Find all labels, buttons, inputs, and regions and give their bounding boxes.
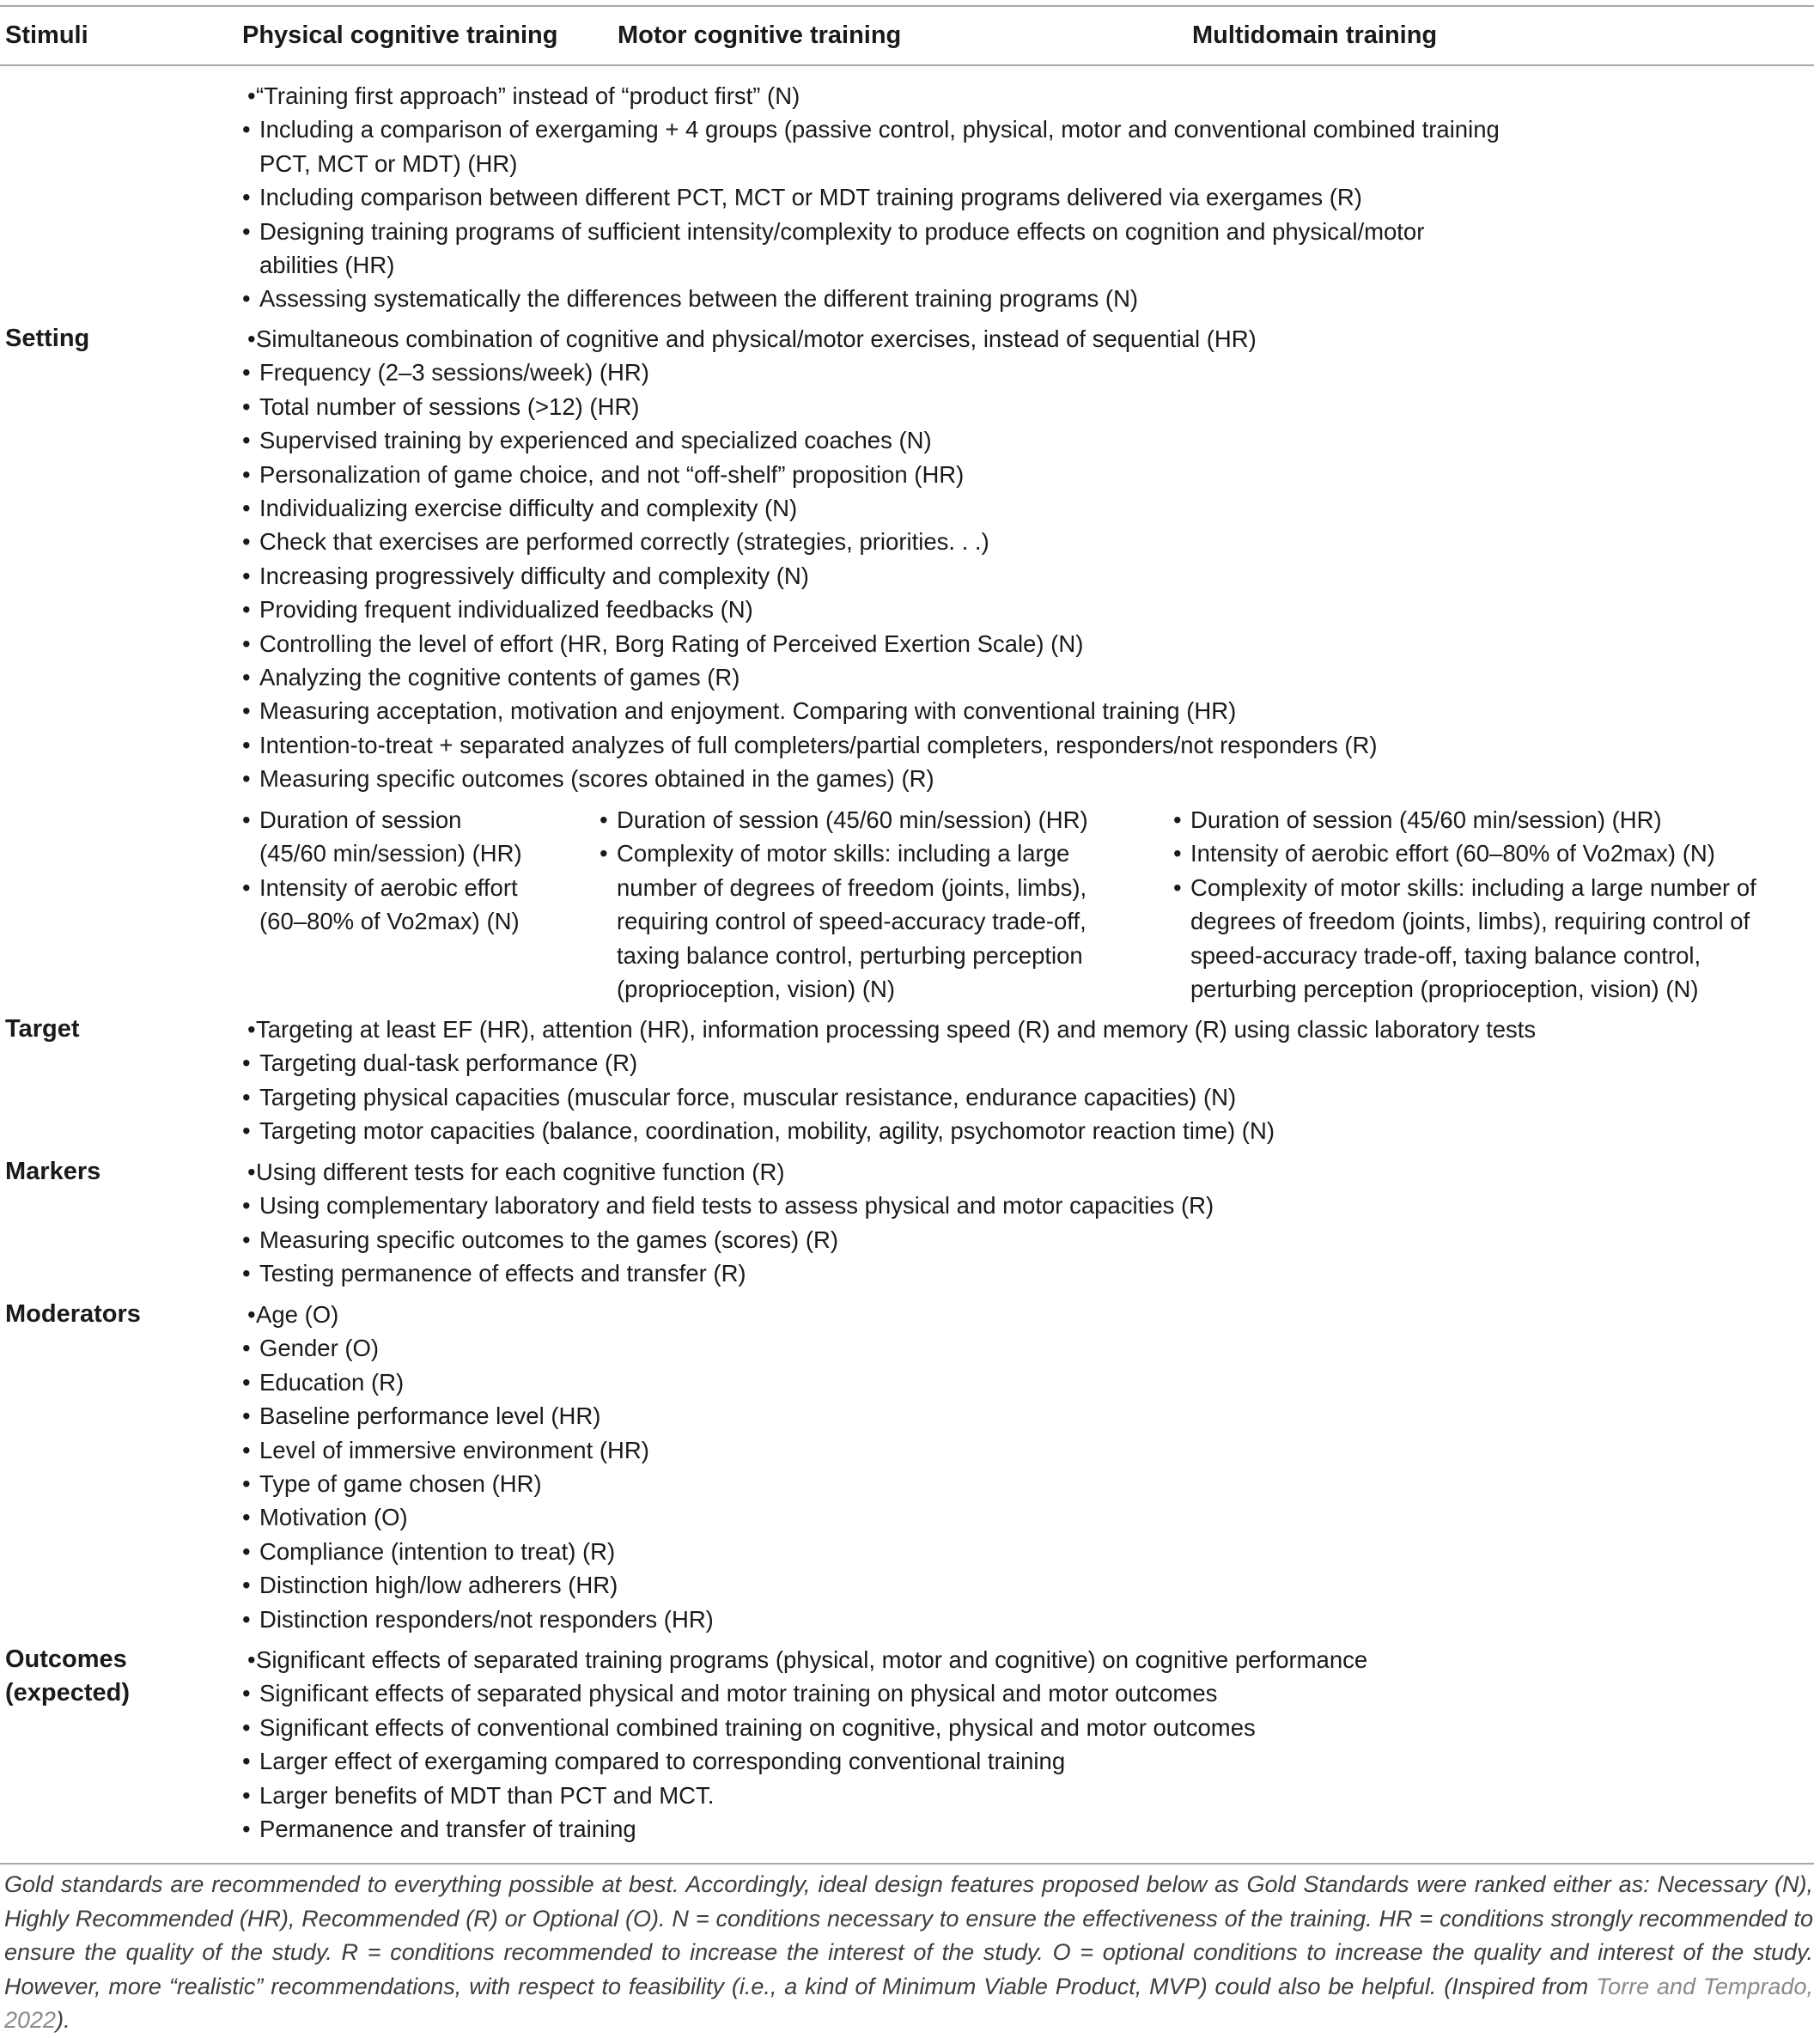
list-item-text: Using different tests for each cognitive function (R) (256, 1159, 785, 1185)
list-item (242, 525, 1378, 558)
list-item-text: Significant effects of separated training programs (physical, motor and cognitive) on cognitive performance (256, 1646, 1368, 1673)
list-item (259, 147, 1500, 180)
bullet-icon: • (242, 1260, 251, 1287)
list-item-text: Targeting dual-task performance (R) (259, 1049, 638, 1077)
bullet-icon: • (242, 116, 251, 143)
bullet-icon: • (242, 359, 251, 386)
list-item-text: speed-accuracy trade-off, taxing balance control, (1190, 941, 1701, 969)
bullet-icon: • (1173, 840, 1182, 867)
list-item-text: Assessing systematically the differences between the different training programs (N) (259, 285, 1139, 313)
list-item (242, 1779, 1367, 1812)
bullet-icon: • (242, 1335, 251, 1362)
bullet-icon: • (242, 697, 251, 725)
bullet-icon: • (242, 1504, 251, 1531)
list-item (242, 1366, 714, 1399)
list-item-text: Significant effects of separated physical and motor training on physical and motor outcomes (259, 1680, 1218, 1707)
list-item (242, 423, 1378, 457)
list-item (242, 1500, 714, 1534)
list-item (1190, 904, 1756, 938)
list-item (242, 694, 1378, 727)
table-top-rule (0, 5, 1814, 7)
list-item (617, 904, 1088, 938)
bullet-icon: • (242, 285, 251, 313)
list-item (247, 1155, 1214, 1189)
list-item (242, 660, 1378, 694)
bullet-icon: • (242, 1748, 251, 1775)
list-item-text: taxing balance control, perturbing perception (617, 941, 1083, 969)
row-label-setting: Setting (5, 325, 90, 352)
outcomes-list (242, 1643, 1368, 1846)
header-multidomain-training: Multidomain training (1192, 21, 1438, 49)
bullet-icon: • (242, 1572, 251, 1599)
header-stimuli: Stimuli (5, 21, 88, 49)
header-rule (0, 64, 1814, 66)
list-item-text: perturbing perception (proprioception, vision) (N) (1190, 976, 1699, 1003)
bullet-icon: • (247, 1159, 256, 1185)
bullet-icon: • (242, 596, 251, 624)
list-item-text: Compliance (intention to treat) (R) (259, 1537, 616, 1565)
bullet-icon: • (600, 840, 608, 867)
list-item (242, 1399, 714, 1433)
list-item-text: Permanence and transfer of training (259, 1816, 636, 1843)
setting-mct-list (600, 803, 1088, 1006)
list-item (242, 1744, 1367, 1778)
list-item (242, 1223, 1214, 1256)
list-item-text: Type of game chosen (HR) (259, 1470, 542, 1498)
list-item (259, 248, 1500, 282)
list-item (247, 322, 1378, 356)
bullet-icon: • (1173, 873, 1182, 901)
list-item-text: Measuring specific outcomes to the games (scores) (R) (259, 1226, 838, 1253)
list-item-text: Total number of sessions (>12) (HR) (259, 392, 640, 420)
setting-mdt-list (1173, 803, 1756, 1006)
list-item (247, 1298, 714, 1331)
list-item (242, 1467, 714, 1500)
list-item-text: Intensity of aerobic effort (259, 873, 518, 901)
list-item-text: Complexity of motor skills: including a large (617, 840, 1070, 867)
list-item-text: Using complementary laboratory and field tests to assess physical and motor capacities (R) (259, 1192, 1214, 1220)
list-item-text: Increasing progressively difficulty and complexity (N) (259, 562, 809, 589)
list-item-text: degrees of freedom (joints, limbs), requiring control of (1190, 908, 1750, 935)
bullet-icon: • (247, 1301, 256, 1328)
list-item (259, 904, 522, 938)
moderators-list (242, 1298, 714, 1636)
footnote-reference-link[interactable]: Torre and Temprado, 2022 (4, 1973, 1813, 2034)
list-item-text: requiring control of speed-accuracy trade-off, (617, 908, 1087, 935)
stimuli-list (242, 79, 1500, 316)
list-item-text: Gender (O) (259, 1335, 380, 1362)
list-item-text: (45/60 min/session) (HR) (259, 840, 522, 867)
list-item-text: Targeting at least EF (HR), attention (HR), information processing speed (R) and memory (R) using classic laboratory tests (256, 1016, 1537, 1043)
list-item-text: abilities (HR) (259, 252, 395, 279)
bullet-icon: • (242, 1470, 251, 1498)
list-item (259, 836, 522, 870)
list-item (242, 1535, 714, 1568)
list-item (242, 1080, 1536, 1114)
list-item-text: Motivation (O) (259, 1504, 408, 1531)
list-item-text: Larger benefits of MDT than PCT and MCT. (259, 1781, 715, 1809)
bullet-icon: • (242, 1816, 251, 1843)
bullet-icon: • (242, 630, 251, 657)
list-item-text: Baseline performance level (HR) (259, 1402, 601, 1430)
list-item (242, 1114, 1536, 1147)
list-item (242, 559, 1378, 593)
list-item (617, 972, 1088, 1006)
list-item-text: Frequency (2–3 sessions/week) (HR) (259, 359, 649, 386)
row-label-moderators: Moderators (5, 1300, 141, 1328)
list-item-text: Larger effect of exergaming compared to corresponding conventional training (259, 1748, 1066, 1775)
list-item (242, 458, 1378, 491)
header-physical-cognitive-training: Physical cognitive training (242, 21, 558, 49)
list-item-text: Intention-to-treat + separated analyzes of full completers/partial completers, responders/not responders (R) (259, 731, 1378, 758)
bullet-icon: • (242, 1781, 251, 1809)
bullet-icon: • (600, 806, 608, 833)
list-item (242, 491, 1378, 525)
bullet-icon: • (242, 392, 251, 420)
row-label-outcomes: Outcomes (5, 1646, 127, 1673)
list-item-text: Designing training programs of sufficient intensity/complexity to produce effects on cognition and physical/motor (259, 217, 1425, 245)
bullet-icon: • (242, 1368, 251, 1396)
setting-list (242, 322, 1378, 796)
row-label-markers: Markers (5, 1158, 101, 1185)
list-item-text: Including a comparison of exergaming + 4 groups (passive control, physical, motor and conventional combined training (259, 116, 1500, 143)
list-item (242, 356, 1378, 389)
list-item (242, 1189, 1214, 1222)
list-item-text: Targeting motor capacities (balance, coordination, mobility, agility, psychomotor reaction time) (N) (259, 1117, 1275, 1145)
bullet-icon: • (1173, 806, 1182, 833)
bullet-icon: • (247, 82, 256, 109)
bullet-icon: • (242, 1226, 251, 1253)
list-item (1173, 871, 1756, 904)
bullet-icon: • (242, 427, 251, 454)
list-item-text: Measuring specific outcomes (scores obtained in the games) (R) (259, 765, 934, 793)
list-item (242, 762, 1378, 795)
list-item-text: (60–80% of Vo2max) (N) (259, 908, 520, 935)
list-item (247, 79, 1500, 113)
list-item (1173, 803, 1756, 836)
bullet-icon: • (242, 664, 251, 691)
footnote-tail: ). (56, 2007, 70, 2034)
list-item-text: Level of immersive environment (HR) (259, 1436, 649, 1463)
list-item (247, 1013, 1537, 1046)
markers-list (242, 1155, 1214, 1291)
bullet-icon: • (242, 184, 251, 211)
bullet-icon: • (242, 1049, 251, 1077)
list-item-text: Targeting physical capacities (muscular force, muscular resistance, endurance capacities) (N) (259, 1083, 1237, 1110)
bullet-icon: • (247, 1016, 256, 1043)
bullet-icon: • (242, 806, 251, 833)
list-item-text: Analyzing the cognitive contents of games (R) (259, 664, 740, 691)
list-item-text: Supervised training by experienced and specialized coaches (N) (259, 427, 932, 454)
bullet-icon: • (242, 217, 251, 245)
list-item-text: Distinction high/low adherers (HR) (259, 1572, 618, 1599)
list-item (242, 180, 1500, 214)
list-item (242, 1603, 714, 1636)
list-item (242, 728, 1378, 762)
list-item-text: Measuring acceptation, motivation and enjoyment. Comparing with conventional training (HR) (259, 697, 1237, 725)
list-item (242, 1256, 1214, 1290)
list-item (617, 871, 1088, 904)
list-item (1190, 972, 1756, 1006)
list-item-text: Significant effects of conventional combined training on cognitive, physical and motor outcomes (259, 1713, 1256, 1741)
list-item (617, 939, 1088, 972)
list-item-text: “Training first approach” instead of “product first” (N) (256, 82, 800, 109)
list-item (247, 1643, 1368, 1676)
bullet-icon: • (247, 1646, 256, 1673)
list-item (600, 836, 1088, 870)
bullet-icon: • (242, 731, 251, 758)
bullet-icon: • (242, 1117, 251, 1145)
list-item (600, 803, 1088, 836)
bullet-icon: • (242, 1402, 251, 1430)
list-item-text: Simultaneous combination of cognitive and physical/motor exercises, instead of sequential (HR) (256, 325, 1257, 352)
list-item (242, 803, 522, 836)
bullet-icon: • (247, 325, 256, 352)
list-item (242, 215, 1500, 248)
list-item-text: Distinction responders/not responders (HR) (259, 1605, 714, 1633)
list-item-text: PCT, MCT or MDT) (HR) (259, 149, 518, 177)
bullet-icon: • (242, 562, 251, 589)
list-item-text: Check that exercises are performed correctly (strategies, priorities. . .) (259, 528, 989, 556)
list-item (242, 282, 1500, 315)
list-item (242, 1331, 714, 1365)
list-item-text: Age (O) (256, 1301, 339, 1328)
setting-pct-list (242, 803, 522, 939)
bullet-icon: • (242, 1436, 251, 1463)
list-item (242, 1433, 714, 1467)
list-item (242, 390, 1378, 423)
bullet-icon: • (242, 1537, 251, 1565)
target-list (242, 1013, 1537, 1148)
list-item-text: Providing frequent individualized feedbacks (N) (259, 596, 753, 624)
list-item-text: (proprioception, vision) (N) (617, 976, 895, 1003)
list-item-text: Testing permanence of effects and transfer (R) (259, 1260, 746, 1287)
list-item-text: Complexity of motor skills: including a large number of (1190, 873, 1756, 901)
list-item-text: Duration of session (45/60 min/session) (HR) (617, 806, 1088, 833)
footnote-rule (0, 1863, 1814, 1865)
list-item (242, 1812, 1367, 1846)
footnote-text: Gold standards are recommended to everything possible at best. Accordingly, ideal design features proposed below as Gold Standards were ranked either as: Necessary (N), Highly Recommended (HR), Recommended (R) or Optional (O). N = conditions necessary to ensure the effectiveness of the training. HR = conditions strongly recommended to ensure the quality of the study. R = conditions recommended to increase the interest of the study. O = optional conditions to increase the quality and interest of the study. However, more “realistic” recommendations, with respect to feasibility (i.e., a kind of Minimum Viable Product, MVP) could also be helpful. (Inspired from (4, 1871, 1813, 1999)
list-item-text: Intensity of aerobic effort (60–80% of Vo2max) (N) (1190, 840, 1715, 867)
list-item-text: number of degrees of freedom (joints, limbs), (617, 873, 1087, 901)
list-item (242, 1711, 1367, 1744)
list-item (242, 113, 1500, 146)
list-item-text: Individualizing exercise difficulty and complexity (N) (259, 495, 798, 522)
list-item (242, 871, 522, 904)
list-item (242, 593, 1378, 626)
list-item-text: Duration of session (259, 806, 462, 833)
list-item-text: Education (R) (259, 1368, 405, 1396)
list-item (242, 1568, 714, 1602)
list-item (1173, 836, 1756, 870)
list-item (242, 1676, 1367, 1710)
list-item (242, 627, 1378, 660)
bullet-icon: • (242, 1605, 251, 1633)
list-item-text: Personalization of game choice, and not “off-shelf” proposition (HR) (259, 460, 965, 488)
bullet-icon: • (242, 1713, 251, 1741)
row-label-outcomes-expected: (expected) (5, 1679, 131, 1706)
list-item-text: Including comparison between different PCT, MCT or MDT training programs delivered via exergames (R) (259, 184, 1362, 211)
bullet-icon: • (242, 460, 251, 488)
bullet-icon: • (242, 1192, 251, 1220)
list-item (242, 1046, 1536, 1080)
bullet-icon: • (242, 765, 251, 793)
bullet-icon: • (242, 528, 251, 556)
list-item (1190, 939, 1756, 972)
row-label-target: Target (5, 1015, 80, 1043)
list-item-text: Controlling the level of effort (HR, Borg Rating of Perceived Exertion Scale) (N) (259, 630, 1084, 657)
bullet-icon: • (242, 873, 251, 901)
bullet-icon: • (242, 1083, 251, 1110)
list-item-text: Duration of session (45/60 min/session) (HR) (1190, 806, 1662, 833)
table-footnote (4, 1868, 1813, 2038)
bullet-icon: • (242, 1680, 251, 1707)
header-motor-cognitive-training: Motor cognitive training (618, 21, 902, 49)
bullet-icon: • (242, 495, 251, 522)
